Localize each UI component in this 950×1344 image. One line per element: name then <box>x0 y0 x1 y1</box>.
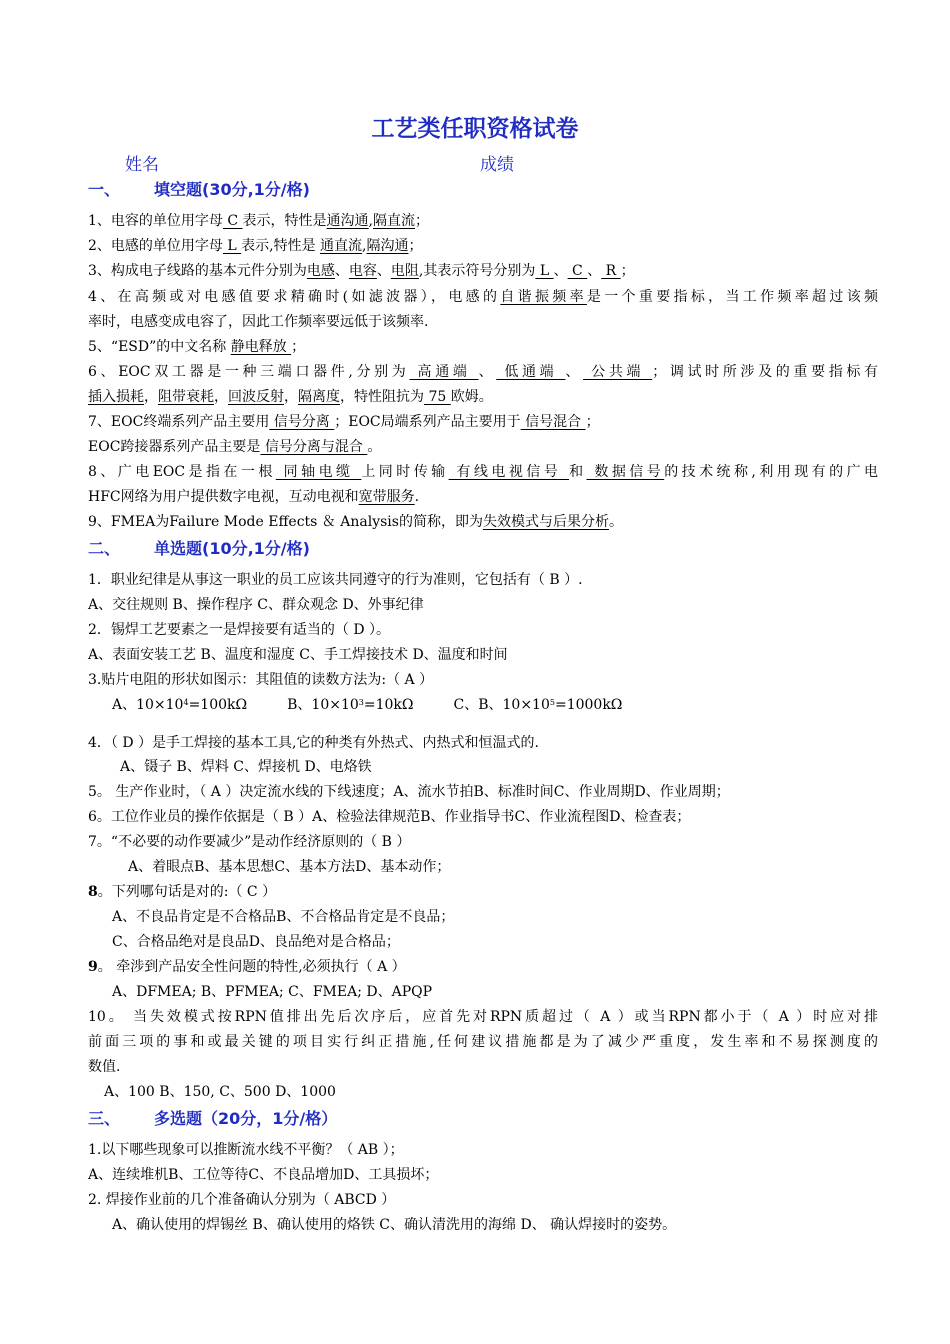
question-text: 、 <box>376 263 391 279</box>
question-text: 2、电感的单位用字母 <box>88 238 223 254</box>
score-label: 成绩 <box>480 155 514 175</box>
single-question-8 <box>88 882 878 902</box>
option-text: A、10×10 <box>112 697 184 713</box>
fill-question-4-line-2: 率时，电感变成电容了，因此工作频率要远低于该频率. <box>88 314 429 330</box>
fill-question-1 <box>88 211 878 231</box>
question-text: 、 <box>478 364 497 380</box>
question-text: 和 <box>569 464 587 480</box>
option-text: =10kΩ <box>363 697 414 713</box>
section-3-heading <box>88 1106 337 1129</box>
exponent: 3 <box>358 698 364 707</box>
question-text: , <box>362 238 367 254</box>
option-text: =100kΩ <box>188 697 248 713</box>
question-text: ； <box>585 414 600 430</box>
question-text: 。 <box>608 514 623 530</box>
question-text: 1、电容的单位用字母 <box>88 213 223 229</box>
single-question-7-options: A、着眼点B、基本思想C、基本方法D、基本动作； <box>128 859 451 875</box>
answer-blank: L <box>222 238 242 254</box>
answer-blank: C <box>567 263 588 279</box>
fill-question-9 <box>88 512 878 532</box>
question-text: 4、在高频或对电感值要求精确时(如滤波器），电感的 <box>88 289 501 305</box>
question-text: ；调试时所涉及的重要指标有 <box>652 364 879 380</box>
single-question-10-line-1: 10。 当失效模式按RPN值排出先后次序后，应首先对RPN质超过（ A ）或当RPN都小于（ A ）时应对排 <box>88 1009 878 1025</box>
single-question-1-options: A、交往规则 B、操作程序 C、群众观念 D、外事纪律 <box>88 597 424 613</box>
multi-question-2-options: A、确认使用的焊锡丝 B、确认使用的烙铁 C、确认清洗用的海绵 D、 确认焊接时的姿势。 <box>112 1217 677 1233</box>
answer-blank: R <box>601 263 621 279</box>
answer-blank: 静电释放 <box>230 339 292 355</box>
question-text: ， <box>284 389 298 405</box>
answer-blank: 电阻 <box>390 263 419 279</box>
question-number: 9 <box>88 959 98 975</box>
multi-question-2: 2. 焊接作业前的几个准备确认分别为（ ABCD ） <box>88 1192 396 1208</box>
question-text: 表示,特性是 <box>241 238 321 254</box>
question-text: EOC跨接器系列产品主要是 <box>88 439 261 455</box>
option-text: =1000kΩ <box>554 697 623 713</box>
answer-blank: 低通端 <box>496 364 566 380</box>
question-text: HFC网络为用户提供数字电视，互动电视和 <box>88 489 359 505</box>
fill-question-6-line-2 <box>88 387 878 407</box>
single-question-9 <box>88 957 878 977</box>
question-text: ； <box>415 213 429 229</box>
answer-blank: 数据信号 <box>586 464 665 480</box>
answer-blank: 失效模式与后果分析 <box>482 514 609 530</box>
fill-question-7-line-1 <box>88 412 878 432</box>
page-title: 工艺类任职资格试卷 <box>371 116 579 142</box>
fill-question-7-line-2 <box>88 437 878 457</box>
question-text: 、 <box>553 263 568 279</box>
answer-blank: 信号分离 <box>269 414 335 430</box>
question-number: 8 <box>88 884 98 900</box>
fill-question-6-line-1 <box>88 362 878 382</box>
single-question-10-line-3: 数值. <box>88 1059 121 1075</box>
fill-question-5 <box>88 337 878 357</box>
section-number: 三、 <box>88 1109 121 1128</box>
single-question-4-options: A、镊子 B、焊料 C、焊接机 D、电烙铁 <box>120 759 372 775</box>
answer-blank: 高通端 <box>409 364 479 380</box>
single-question-10-line-2: 前面三项的事和或最关键的项目实行纠正措施,任何建议措施都是为了减少严重度，发生率和不易探测度的 <box>88 1034 878 1050</box>
single-question-8-option-line-1: A、不良品肯定是不合格品B、不合格品肯定是不良品； <box>112 909 455 925</box>
answer-blank: L <box>535 263 554 279</box>
answer-blank: 隔沟通 <box>366 238 409 254</box>
fill-question-4-line-1 <box>88 287 878 307</box>
question-text: ；EOC局端系列产品主要用于 <box>334 414 521 430</box>
answer-blank: 隔离度 <box>298 389 340 405</box>
answer-blank: 宽带服务 <box>358 489 415 505</box>
section-title: 填空题(30分,1分/格) <box>154 180 310 199</box>
single-question-7: 7。“不必要的动作要减少”是动作经济原则的（ B ） <box>88 834 411 850</box>
section-1-heading <box>88 177 310 200</box>
answer-blank: C <box>222 213 243 229</box>
single-question-3-options <box>112 695 902 715</box>
question-text: 、 <box>334 263 349 279</box>
question-text: 5、“ESD”的中文名称 <box>88 339 231 355</box>
question-text: 6、EOC双工器是一种三端口器件,分别为 <box>88 364 410 380</box>
question-text: 、 <box>587 263 602 279</box>
question-text: 7、EOC终端系列产品主要用 <box>88 414 270 430</box>
question-text: ,其表示符号分别为 <box>418 263 536 279</box>
answer-blank: 公共端 <box>583 364 653 380</box>
answer-blank: 隔直流 <box>373 213 415 229</box>
single-question-8-option-line-2: C、合格品绝对是良品D、良品绝对是合格品； <box>112 934 400 950</box>
single-question-1: 1．职业纪律是从事这一职业的员工应该共同遵守的行为准则，它包括有（ B ）. <box>88 572 583 588</box>
answer-blank: 75 <box>424 389 451 405</box>
answer-blank: 信号分离与混合 <box>260 439 368 455</box>
question-text: 是一个重要指标，当工作频率超过该频 <box>586 289 879 305</box>
fill-question-8-line-2 <box>88 487 878 507</box>
question-text: 。 牵涉到产品安全性问题的特性,必须执行（ A ） <box>97 959 406 975</box>
single-question-2-options: A、表面安装工艺 B、温度和湿度 C、手工焊接技术 D、温度和时间 <box>88 647 508 663</box>
question-text: 、 <box>565 364 584 380</box>
answer-blank: 回波反射 <box>228 389 284 405</box>
exponent: 4 <box>183 698 189 707</box>
section-number: 一、 <box>88 180 121 199</box>
fill-question-8-line-1 <box>88 462 878 482</box>
question-text: , <box>368 213 373 229</box>
question-text: ； <box>620 263 635 279</box>
question-text: ； <box>291 339 306 355</box>
answer-blank: 阻带衰耗 <box>158 389 214 405</box>
single-question-6: 6。工位作业员的操作依据是（ B ）A、检验法律规范B、作业指导书C、作业流程图D、检查表； <box>88 809 691 825</box>
question-text: ； <box>408 238 423 254</box>
single-question-2: 2．锡焊工艺要素之一是焊接要有适当的（ D ）。 <box>88 622 391 638</box>
exponent: 5 <box>549 698 555 707</box>
question-text: 。下列哪句话是对的:（ C ） <box>97 884 277 900</box>
multi-question-1-options: A、连续堆机B、工位等待C、不良品增加D、工具损坏； <box>88 1167 439 1183</box>
answer-blank: 通沟通 <box>326 213 369 229</box>
option-text: C、B、10×10 <box>453 697 550 713</box>
answer-blank: 有线电视信号 <box>448 464 570 480</box>
question-text: 表示，特性是 <box>242 213 327 229</box>
question-text: 的技术统称,利用现有的广电 <box>664 464 879 480</box>
question-text: 上同时传输 <box>361 464 449 480</box>
section-title: 多选题（20分，1分/格） <box>154 1109 338 1128</box>
answer-blank: 同轴电缆 <box>275 464 362 480</box>
single-question-5: 5。 生产作业时，（ A ）决定流水线的下线速度；A、流水节拍B、标准时间C、作业周期D、作业周期； <box>88 784 730 800</box>
answer-blank: 通直流 <box>320 238 363 254</box>
single-question-9-options: A、DFMEA; B、PFMEA; C、FMEA; D、APQP <box>112 984 433 1000</box>
fill-question-2 <box>88 236 878 256</box>
answer-blank: 电感 <box>306 263 335 279</box>
question-text: 9、FMEA为Failure Mode Effects ＆ Analysis的简称，即为 <box>88 514 483 530</box>
answer-blank: 自谐振频率 <box>500 289 587 305</box>
single-question-10-options: A、100 B、150, C、500 D、1000 <box>104 1084 336 1100</box>
question-text: . <box>414 489 420 505</box>
multi-question-1: 1.以下哪些现象可以推断流水线不平衡？（ AB ）； <box>88 1142 404 1158</box>
question-text: 3、构成电子线路的基本元件分别为 <box>88 263 307 279</box>
section-number: 二、 <box>88 539 121 558</box>
answer-blank: 信号混合 <box>520 414 586 430</box>
section-2-heading <box>88 536 310 559</box>
question-text: ， <box>144 389 158 405</box>
question-text: 8、广电EOC是指在一根 <box>88 464 276 480</box>
single-question-3: 3.贴片电阻的形状如图示：其阻值的读数方法为:（ A ） <box>88 672 434 688</box>
answer-blank: 电容 <box>348 263 377 279</box>
fill-question-3 <box>88 261 878 281</box>
single-question-4: 4．（ D ）是手工焊接的基本工具,它的种类有外热式、内热式和恒温式的. <box>88 735 539 751</box>
answer-blank: 插入损耗 <box>88 389 144 405</box>
option-text: B、10×10 <box>287 697 359 713</box>
name-label: 姓名 <box>125 155 159 175</box>
question-text: 欧姆。 <box>450 389 493 405</box>
question-text: ， <box>214 389 228 405</box>
section-title: 单选题(10分,1分/格) <box>154 539 310 558</box>
question-text: 。 <box>367 439 382 455</box>
question-text: ，特性阻抗为 <box>340 389 424 405</box>
